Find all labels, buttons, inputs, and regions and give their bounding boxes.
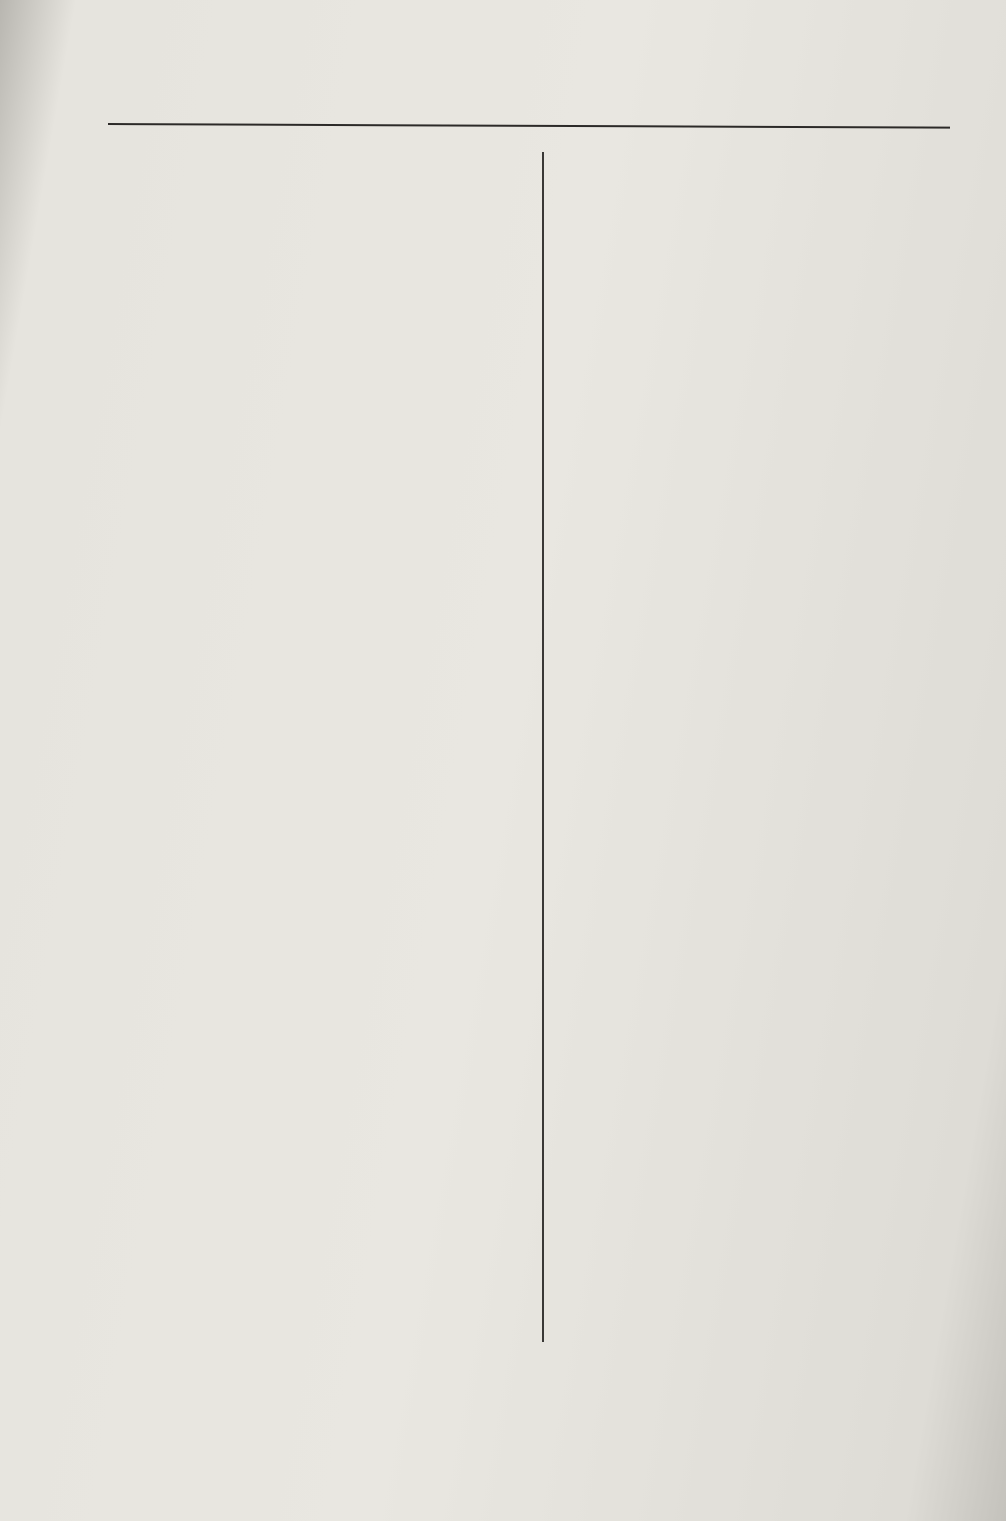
column-divider [542,152,544,1342]
header-rule [108,123,950,128]
